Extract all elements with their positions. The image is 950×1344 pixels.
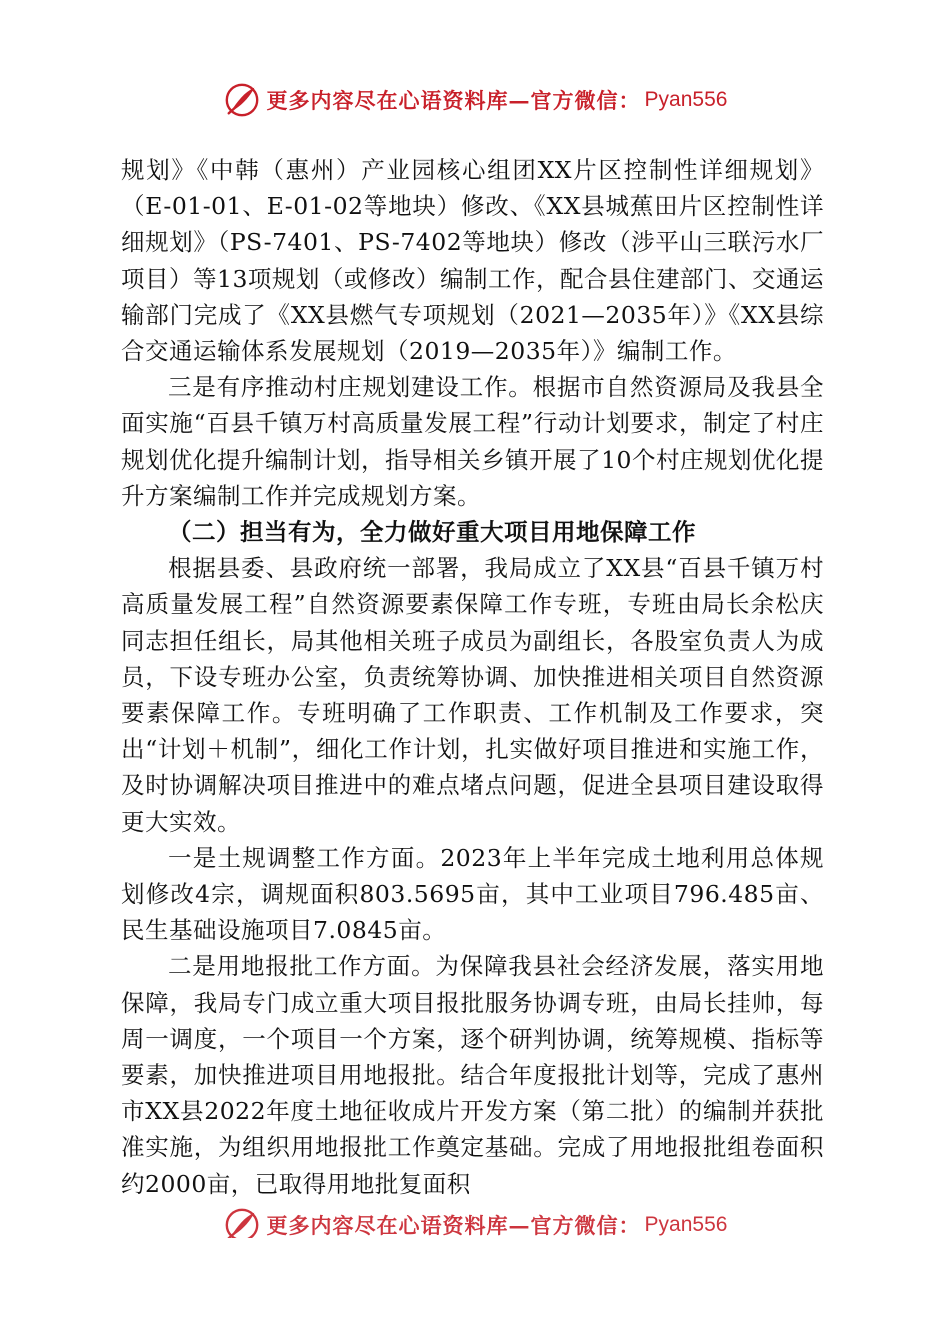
paragraph-4: 一是土规调整工作方面。2023年上半年完成土地利用总体规划修改4宗，调规面积803.5695亩，其中工业项目796.485亩、民生基础设施项目7.0845亩。 xyxy=(121,843,824,945)
watermark-text: 更多内容尽在心语资料库—官方微信： xyxy=(266,1213,641,1238)
watermark-wechat-id: Pyan556 xyxy=(644,88,728,111)
watermark-wechat-id: Pyan556 xyxy=(644,1213,728,1236)
paragraph-3: 根据县委、县政府统一部署，我局成立了XX县“百县千镇万村高质量发展工程”自然资源要素保障工作专班，专班由局长余松庆同志担任组长，局其他相关班子成员为副组长，各股室负责人为成员，下设专班办公室，负责统筹协调、加快推进相关项目自然资源要素保障工作。专班明确了工作职责、工作机制及工作要求，突出“计划＋机制”，细化工作计划，扎实做好项目推进和实施工作，及时协调解决项目推进中的难点堵点问题，促进全县项目建设取得更大实效。 xyxy=(121,554,824,836)
watermark-text: 更多内容尽在心语资料库—官方微信： xyxy=(266,88,641,113)
paragraph-2: 三是有序推动村庄规划建设工作。根据市自然资源局及我县全面实施“百县千镇万村高质量发展工程”行动计划要求，制定了村庄规划优化提升编制计划，指导相关乡镇开展了10个村庄规划优化提升方案编制工作并完成规划方案。 xyxy=(121,373,824,510)
watermark-header xyxy=(0,80,950,120)
feather-pen-logo-icon xyxy=(223,1206,261,1238)
section-heading: （二）担当有为，全力做好重大项目用地保障工作 xyxy=(168,518,696,547)
document-body xyxy=(121,152,824,1202)
paragraph-5: 二是用地报批工作方面。为保障我县社会经济发展，落实用地保障，我局专门成立重大项目报批服务协调专班，由局长挂帅，每周一调度，一个项目一个方案，逐个研判协调，统筹规模、指标等要素，加快推进项目用地报批。结合年度报批计划等，完成了惠州市XX县2022年度土地征收成片开发方案（第二批）的编制并获批准实施，为组织用地报批工作奠定基础。完成了用地报批组卷面积约2000亩，已取得用地批复面积 xyxy=(121,952,824,1198)
feather-pen-logo-icon xyxy=(223,81,261,119)
paragraph-1: 规划》《中韩（惠州）产业园核心组团XX片区控制性详细规划》（E-01-01、E-01-02等地块）修改、《XX县城蕉田片区控制性详细规划》（PS-7401、PS-7402等地块）修改（涉平山三联污水厂项目）等13项规划（或修改）编制工作，配合县住建部门、交通运输部门完成了《XX县燃气专项规划（2021—2035年）》《XX县综合交通运输体系发展规划（2019—2035年）》编制工作。 xyxy=(121,156,824,366)
watermark-footer xyxy=(0,1204,950,1238)
